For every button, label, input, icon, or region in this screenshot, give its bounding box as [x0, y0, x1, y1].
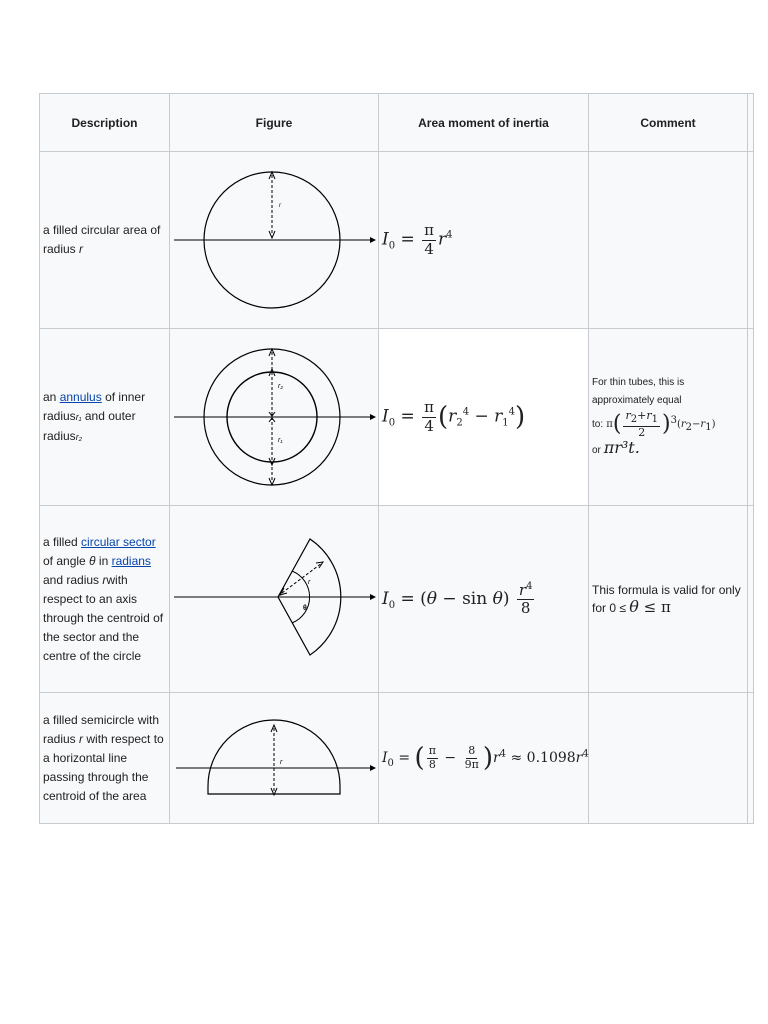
- table-row: [40, 329, 754, 506]
- row-formula: $I_0$ = ( $\frac{\pi}{8}$ − $\frac{8}{9\pi}$ )$r^4 \approx 0.1098r^4$: [379, 693, 589, 824]
- row-figure: [170, 506, 379, 693]
- comment-expr-tail: πr³t.: [603, 438, 640, 458]
- header-description: Description: [40, 94, 170, 152]
- desc-text: in: [95, 553, 112, 568]
- desc-r1: r₁: [75, 411, 82, 422]
- comment-post: ≤ π: [638, 597, 671, 616]
- desc-r: r: [102, 572, 107, 587]
- desc-text: of inner radius: [43, 389, 146, 423]
- table-header-row: [40, 94, 754, 152]
- desc-text: a filled semicircle with radius: [43, 712, 160, 746]
- table-row: [40, 152, 754, 329]
- radians-link[interactable]: radians: [111, 553, 151, 568]
- desc-text: an: [43, 389, 60, 404]
- row-formula: $I_0$ = $\frac{\pi}{4}$ $(r_2^4 - r_1^4)$: [379, 329, 589, 506]
- comment-text: This formula is valid for only for 0 ≤: [592, 582, 741, 615]
- desc-text: and radius: [43, 572, 103, 587]
- row-description: [40, 693, 170, 824]
- formula-approx: ≈ 0.1098: [510, 750, 576, 766]
- row-comment: [589, 152, 748, 329]
- sector-figure: [170, 509, 379, 689]
- comment-theta: θ: [629, 596, 639, 616]
- sector-r-label: r: [308, 579, 311, 586]
- sector-theta-label: θ: [303, 605, 307, 612]
- comment-or-line: [592, 439, 744, 460]
- desc-text: a filled circular area of radius: [43, 223, 161, 256]
- moment-of-inertia-table: [39, 93, 754, 824]
- row-figure: [170, 152, 379, 329]
- row-description: [40, 329, 170, 506]
- row-comment: [589, 693, 748, 824]
- comment-to: to:: [592, 418, 604, 430]
- desc-var: r: [79, 242, 84, 256]
- formula-sub: 0: [388, 240, 396, 252]
- row-formula: $I_0 = (\theta - \sin \theta)$ $\frac{r^4}{8}$: [379, 506, 589, 693]
- r2-label: r₂: [278, 383, 284, 390]
- frac-pi-4: $\frac{\pi}{4}$: [424, 221, 435, 258]
- desc-text: with respect to an axis through the centroid of the sector and the centre of the circle: [43, 572, 164, 663]
- semicircle-r-label: r: [280, 759, 283, 766]
- formula-lhs: I: [382, 229, 389, 250]
- comment-or: or: [592, 445, 601, 457]
- table-row: [40, 693, 754, 824]
- header-comment: Comment: [589, 94, 748, 152]
- desc-text: a filled: [43, 534, 82, 549]
- desc-var: r: [79, 731, 84, 746]
- row-description: [40, 152, 170, 329]
- row-filler: [748, 329, 754, 506]
- row-filler: [748, 693, 754, 824]
- annulus-figure: [170, 332, 379, 502]
- desc-theta: θ: [89, 553, 96, 568]
- radius-label: r: [279, 203, 281, 209]
- header-filler: [748, 94, 754, 152]
- circle-figure: [170, 155, 379, 325]
- header-figure: Figure: [170, 94, 379, 152]
- comment-expr: to: π( $\frac{r_2+r_1}{2}$ )$^3(r_2-r_1)$: [592, 408, 716, 439]
- semicircle-figure: [170, 698, 379, 818]
- row-comment: [589, 506, 748, 693]
- r1-label: r₁: [278, 437, 283, 444]
- row-figure: [170, 329, 379, 506]
- row-figure: [170, 693, 379, 824]
- row-filler: [748, 506, 754, 693]
- desc-r2: r₂: [75, 431, 83, 442]
- desc-text: with respect to a horizontal line passing through the centroid of the area: [43, 731, 164, 803]
- annulus-link[interactable]: annulus: [59, 389, 102, 404]
- desc-text: and outer radius: [43, 408, 136, 443]
- comment-text: For thin tubes, this is approximately equal: [592, 376, 685, 406]
- desc-text: of angle: [43, 553, 90, 568]
- header-area-moment: Area moment of inertia: [379, 94, 589, 152]
- row-description: [40, 506, 170, 693]
- row-formula: $I_0$ = $\frac{\pi}{4}$ $r^4$: [379, 152, 589, 329]
- table-row: [40, 506, 754, 693]
- row-comment: [589, 329, 748, 506]
- row-filler: [748, 152, 754, 329]
- circular-sector-link[interactable]: circular sector: [81, 534, 156, 549]
